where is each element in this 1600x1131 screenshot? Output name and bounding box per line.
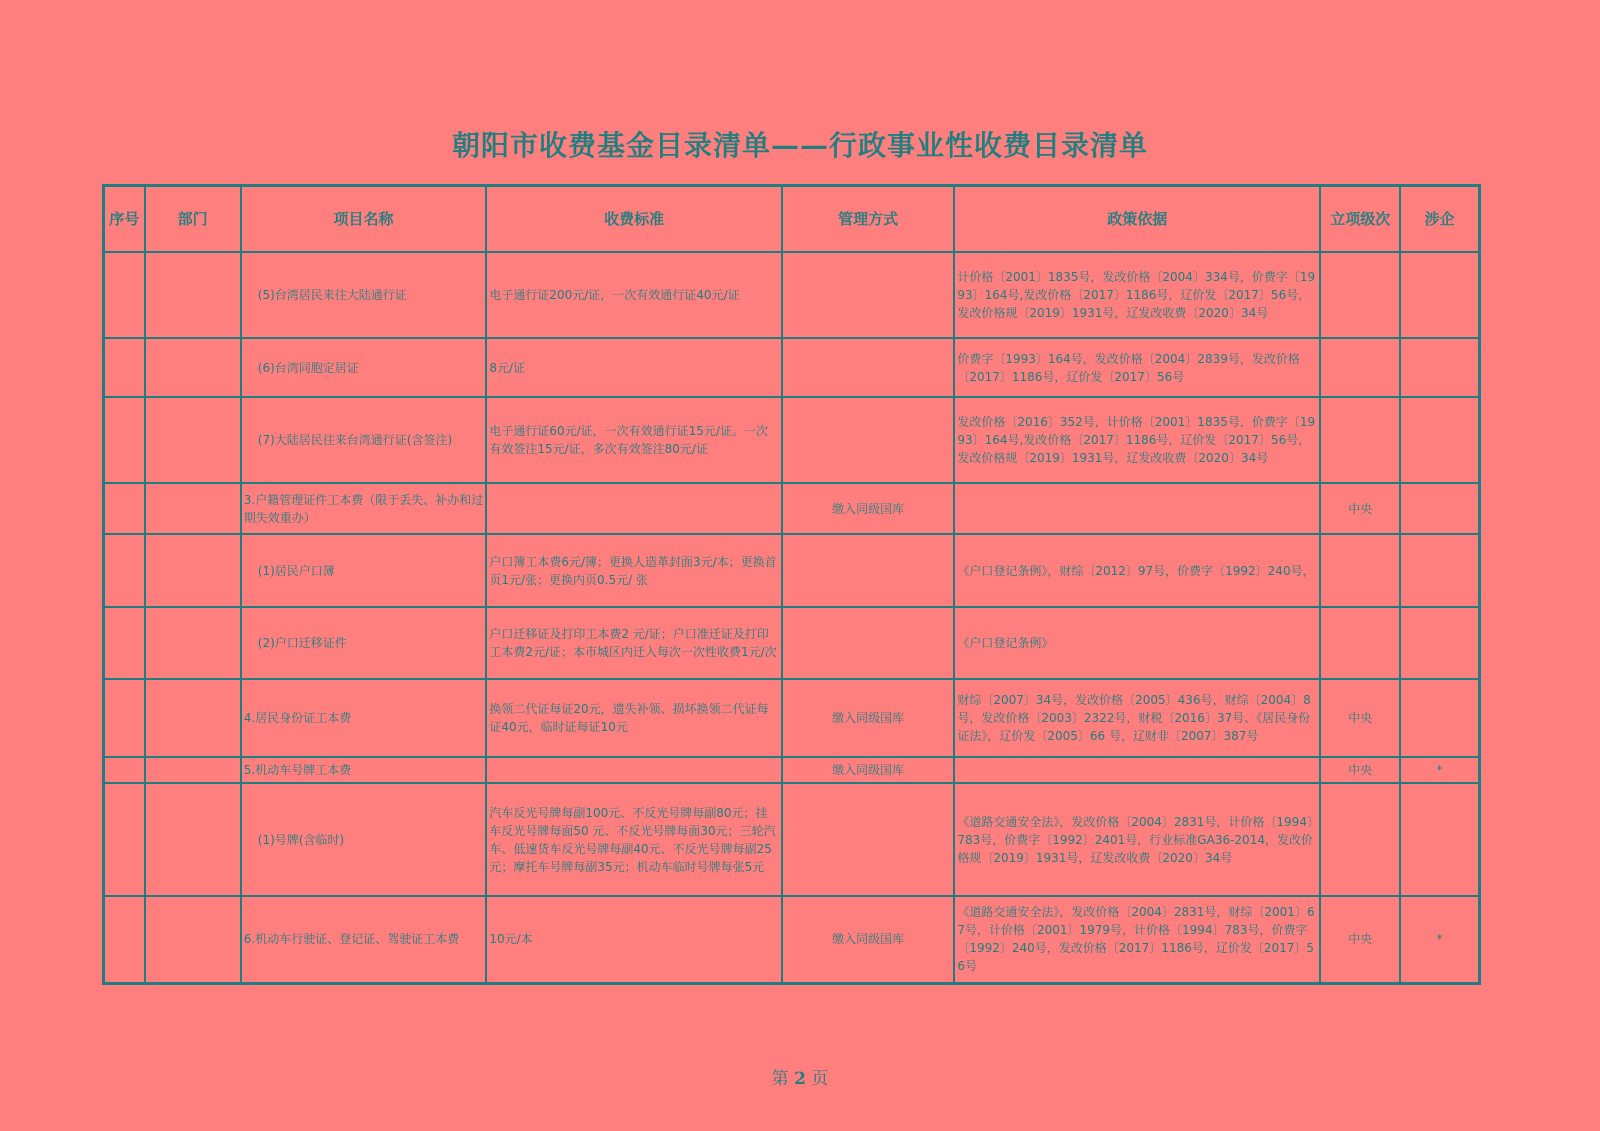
cell-enterprise (1400, 679, 1479, 757)
cell-policy (954, 483, 1320, 534)
cell-level (1320, 338, 1400, 397)
cell-dept (145, 483, 241, 534)
cell-item: 5.机动车号牌工本费 (241, 757, 487, 783)
header-mgmt: 管理方式 (782, 186, 954, 253)
cell-policy: 《道路交通安全法》，发改价格〔2004〕2831号，计价格〔1994〕783号，价费字〔1992〕2401号，行业标准GA36-2014，发改价格规〔2019〕1931号，辽发改收费〔2020〕34号 (954, 783, 1320, 896)
cell-level: 中央 (1320, 483, 1400, 534)
cell-seq (104, 483, 145, 534)
cell-level: 中央 (1320, 757, 1400, 783)
fee-catalog-table (102, 184, 1481, 985)
cell-standard: 户口迁移证及打印工本费2 元/证；户口准迁证及打印工本费2元/证；本市城区内迁入每次一次性收费1元/次 (486, 607, 782, 679)
header-level: 立项级次 (1320, 186, 1400, 253)
cell-mgmt: 缴入同级国库 (782, 483, 954, 534)
cell-policy: 财综〔2007〕34号，发改价格〔2005〕436号，财综〔2004〕8号，发改价格〔2003〕2322号，财税〔2016〕37号、《居民身份证法》，辽价发〔2005〕66 号，辽财非〔2007〕387号 (954, 679, 1320, 757)
cell-item: (7)大陆居民往来台湾通行证(含签注) (241, 397, 487, 483)
cell-enterprise (1400, 607, 1479, 679)
cell-standard: 电子通行证60元/证，一次有效通行证15元/证。一次有效签注15元/证，多次有效签注80元/证 (486, 397, 782, 483)
table-row (104, 252, 1480, 338)
cell-seq (104, 534, 145, 607)
page-number-prefix: 第 (771, 1069, 789, 1089)
cell-item: 6.机动车行驶证、登记证、驾驶证工本费 (241, 896, 487, 983)
table-row (104, 397, 1480, 483)
cell-item: (2)户口迁移证件 (241, 607, 487, 679)
table-row (104, 896, 1480, 983)
cell-dept (145, 534, 241, 607)
cell-mgmt (782, 397, 954, 483)
cell-level (1320, 783, 1400, 896)
cell-mgmt (782, 783, 954, 896)
cell-item: (6)台湾同胞定居证 (241, 338, 487, 397)
header-policy: 政策依据 (954, 186, 1320, 253)
cell-mgmt (782, 338, 954, 397)
cell-dept (145, 252, 241, 338)
cell-seq (104, 757, 145, 783)
cell-dept (145, 783, 241, 896)
cell-mgmt (782, 607, 954, 679)
cell-level (1320, 397, 1400, 483)
cell-dept (145, 338, 241, 397)
cell-seq (104, 397, 145, 483)
cell-item: 3.户籍管理证件工本费（限于丢失、补办和过期失效重办） (241, 483, 487, 534)
header-enterprise: 涉企 (1400, 186, 1479, 253)
cell-dept (145, 679, 241, 757)
table-row (104, 607, 1480, 679)
header-standard: 收费标准 (486, 186, 782, 253)
table-row (104, 338, 1480, 397)
cell-policy: 《道路交通安全法》，发改价格〔2004〕2831号，财综〔2001〕67号，计价格〔2001〕1979号，计价格〔1994〕783号，价费字〔1992〕240号，发改价格〔2017〕1186号，辽价发〔2017〕56号 (954, 896, 1320, 983)
cell-level (1320, 607, 1400, 679)
cell-policy: 计价格〔2001〕1835号，发改价格〔2004〕334号，价费字〔1993〕164号,发改价格〔2017〕1186号，辽价发〔2017〕56号，发改价格规〔2019〕1931号，辽发改收费〔2020〕34号 (954, 252, 1320, 338)
cell-enterprise (1400, 338, 1479, 397)
cell-level: 中央 (1320, 896, 1400, 983)
table-row (104, 783, 1480, 896)
cell-mgmt: 缴入同级国库 (782, 896, 954, 983)
cell-item: (5)台湾居民来往大陆通行证 (241, 252, 487, 338)
cell-mgmt (782, 252, 954, 338)
cell-seq (104, 679, 145, 757)
cell-seq (104, 896, 145, 983)
page-title: 朝阳市收费基金目录清单——行政事业性收费目录清单 (451, 129, 1148, 162)
cell-item: (1)号牌(含临时) (241, 783, 487, 896)
cell-level (1320, 534, 1400, 607)
cell-mgmt: 缴入同级国库 (782, 757, 954, 783)
table-row (104, 679, 1480, 757)
cell-dept (145, 757, 241, 783)
cell-enterprise (1400, 483, 1479, 534)
cell-dept (145, 607, 241, 679)
header-dept: 部门 (145, 186, 241, 253)
cell-standard: 电子通行证200元/证，一次有效通行证40元/证 (486, 252, 782, 338)
table-row (104, 534, 1480, 607)
cell-standard: 汽车反光号牌每副100元、不反光号牌每副80元；挂车反光号牌每面50 元、不反光号牌每面30元；三轮汽车、低速货车反光号牌每副40元、不反光号牌每副25元；摩托车号牌每副35元；机动车临时号牌每张5元 (486, 783, 782, 896)
cell-enterprise (1400, 252, 1479, 338)
cell-enterprise (1400, 534, 1479, 607)
cell-mgmt (782, 534, 954, 607)
cell-policy: 《户口登记条例》，财综〔2012〕97号，价费字〔1992〕240号， (954, 534, 1320, 607)
cell-standard (486, 757, 782, 783)
cell-policy (954, 757, 1320, 783)
cell-standard: 户口簿工本费6元/簿；更换人造革封面3元/本；更换首页1元/张；更换内页0.5元/ 张 (486, 534, 782, 607)
cell-enterprise (1400, 397, 1479, 483)
cell-dept (145, 896, 241, 983)
cell-standard: 8元/证 (486, 338, 782, 397)
page-number (0, 1064, 1600, 1089)
cell-policy: 《户口登记条例》 (954, 607, 1320, 679)
cell-item: 4.居民身份证工本费 (241, 679, 487, 757)
cell-policy: 发改价格〔2016〕352号，计价格〔2001〕1835号，价费字〔1993〕164号,发改价格〔2017〕1186号，辽价发〔2017〕56号，发改价格规〔2019〕1931号，辽发改收费〔2020〕34号 (954, 397, 1320, 483)
cell-enterprise: * (1400, 896, 1479, 983)
cell-seq (104, 252, 145, 338)
table-row (104, 757, 1480, 783)
header-seq: 序号 (104, 186, 145, 253)
cell-mgmt: 缴入同级国库 (782, 679, 954, 757)
cell-level: 中央 (1320, 679, 1400, 757)
table-header-row (104, 186, 1480, 253)
cell-seq (104, 607, 145, 679)
cell-dept (145, 397, 241, 483)
cell-standard: 换领二代证每证20元，遗失补领、损坏换领二代证每证40元，临时证每证10元 (486, 679, 782, 757)
cell-seq (104, 783, 145, 896)
cell-seq (104, 338, 145, 397)
cell-policy: 价费字〔1993〕164号，发改价格〔2004〕2839号，发改价格〔2017〕1186号，辽价发〔2017〕56号 (954, 338, 1320, 397)
cell-item: (1)居民户口簿 (241, 534, 487, 607)
cell-level (1320, 252, 1400, 338)
page-number-suffix: 页 (811, 1069, 829, 1089)
header-item: 项目名称 (241, 186, 487, 253)
cell-standard (486, 483, 782, 534)
cell-enterprise: * (1400, 757, 1479, 783)
page-number-value: 2 (794, 1069, 806, 1089)
table-row (104, 483, 1480, 534)
cell-standard: 10元/本 (486, 896, 782, 983)
cell-enterprise (1400, 783, 1479, 896)
